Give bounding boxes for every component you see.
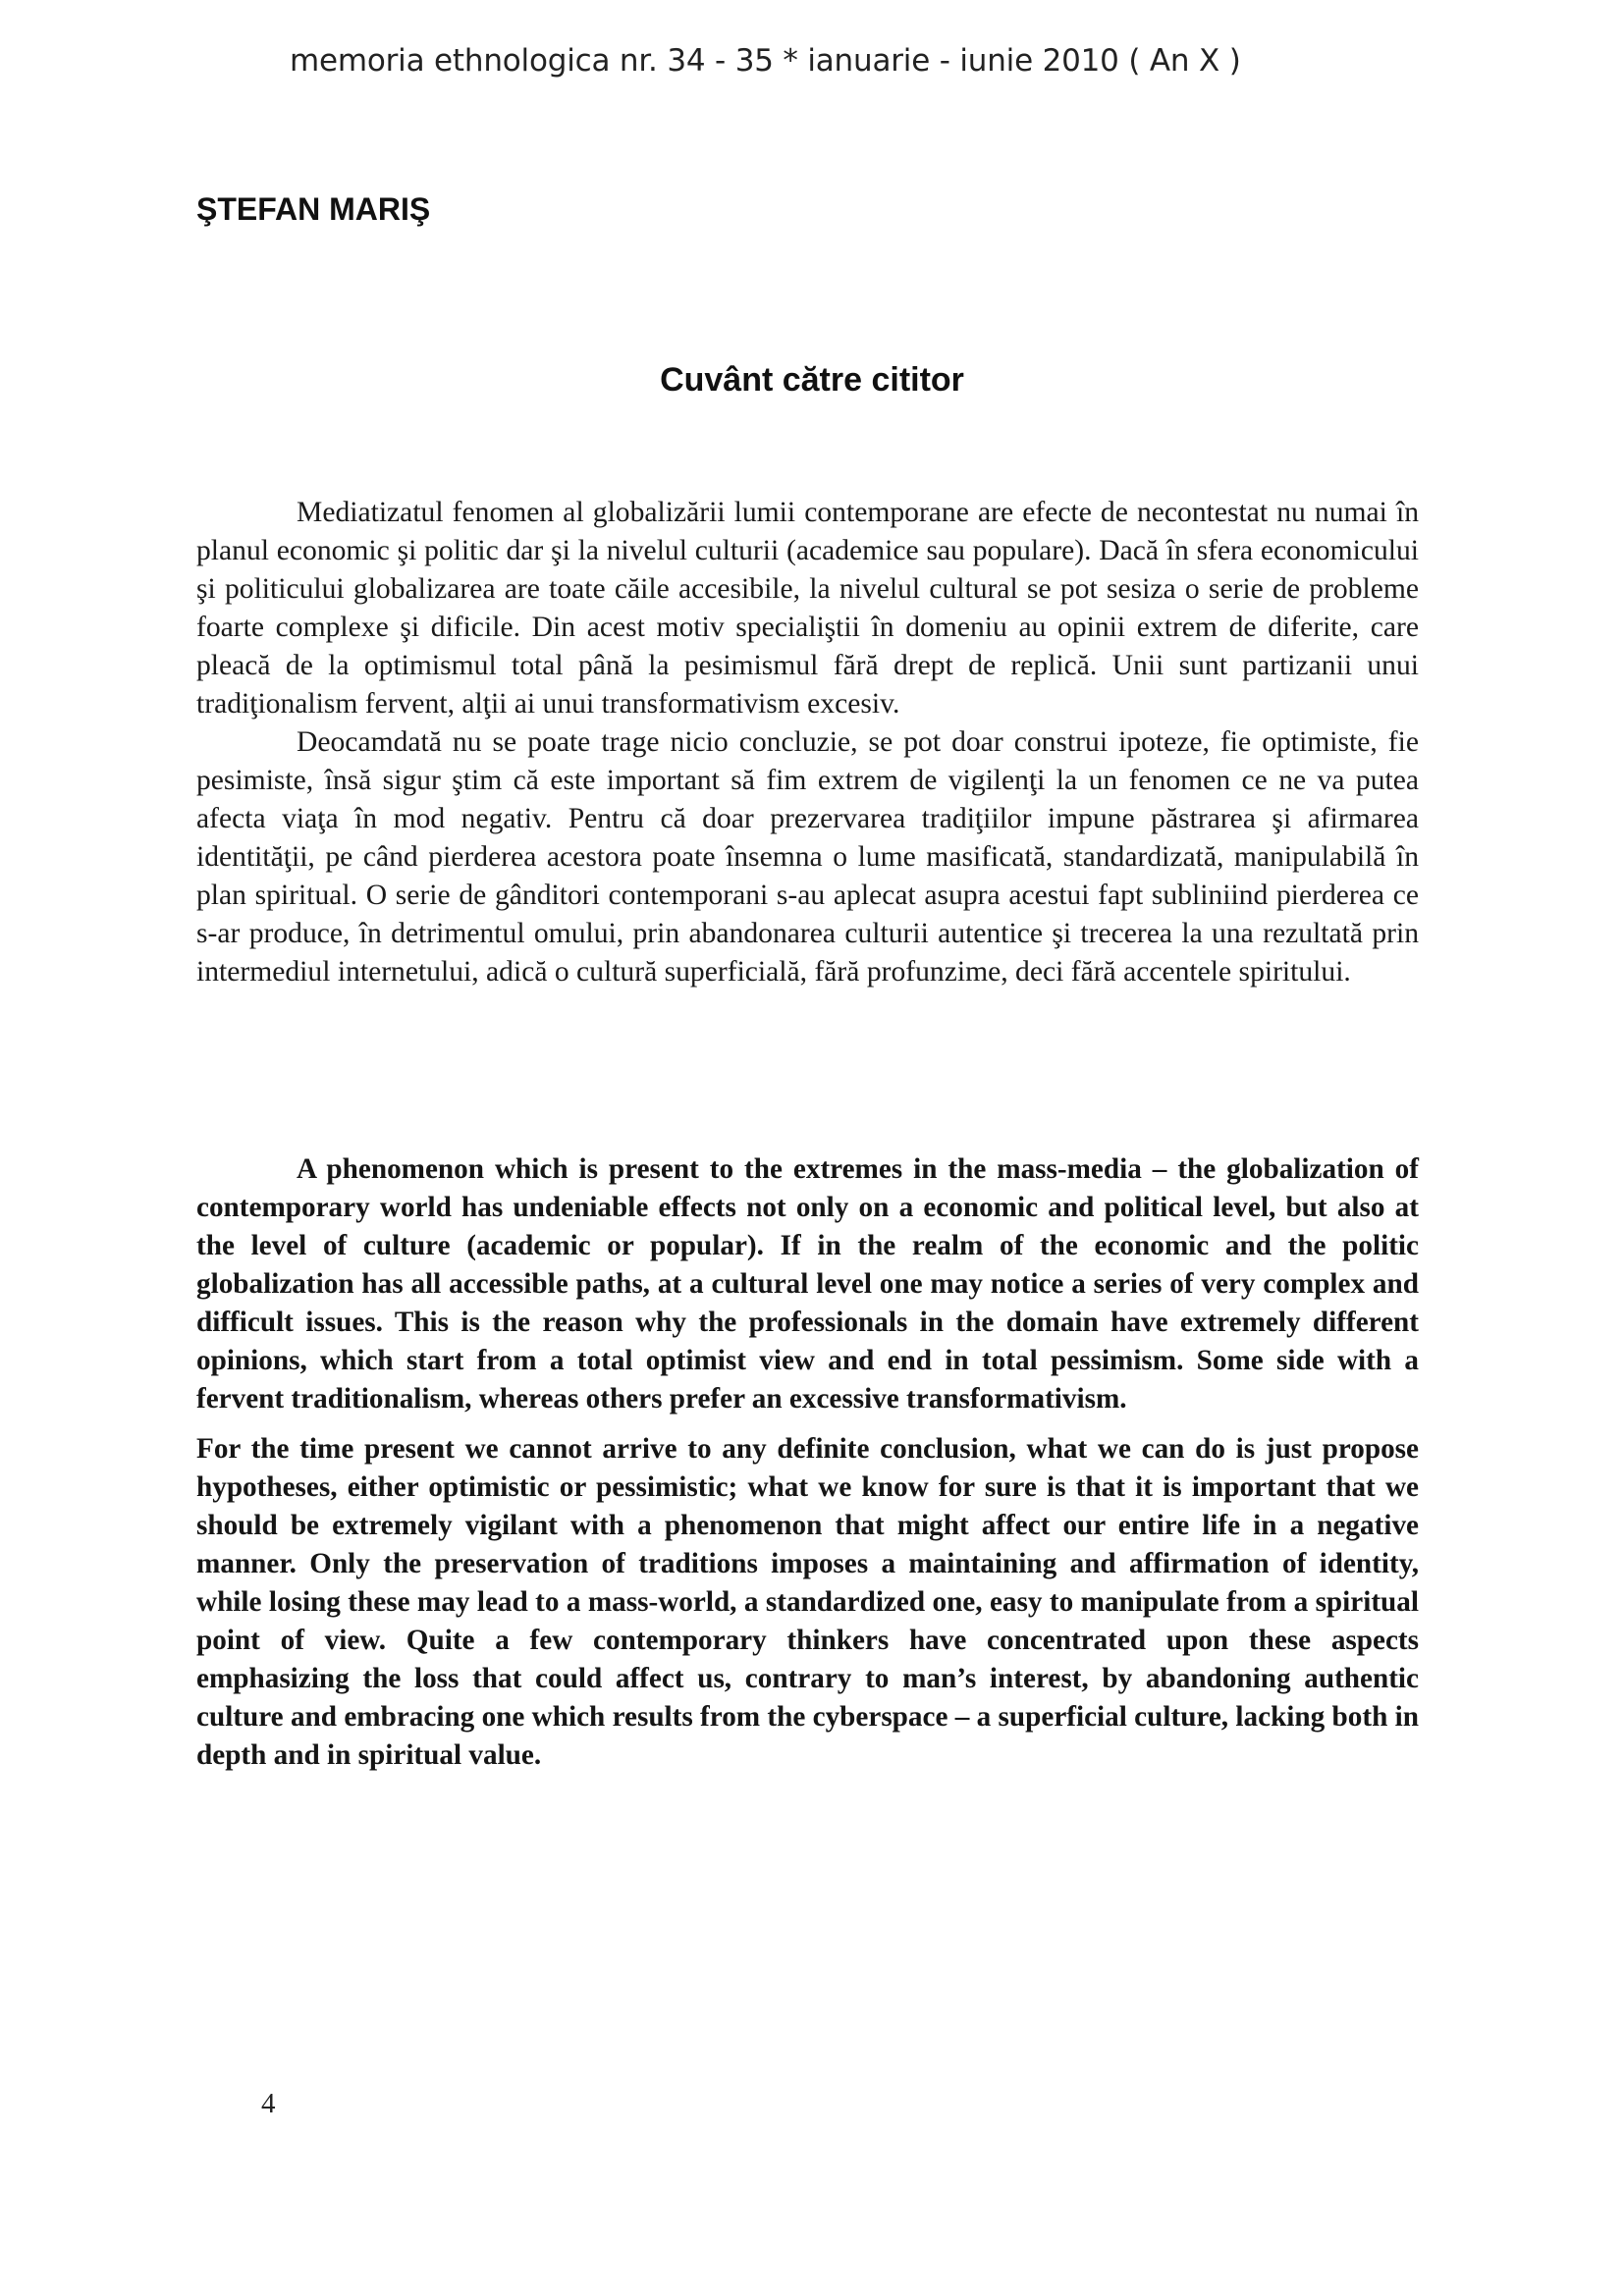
romanian-paragraph: Mediatizatul fenomen al globalizării lumii contemporane are efecte de necontestat nu numai în planul economic şi politic dar şi la nivelul culturii (academice sau populare). Dacă în sfera economicului şi politicului globalizarea are toate căile accesibile, la nivelul cultural se pot sesiza o serie de probleme foarte complexe şi dificile. Din acest motiv specialiştii în domeniu au opinii extrem de diferite, care pleacă de la optimismul total până la pesimismul fără drept de replică. Unii sunt partizanii unui tradiţionalism fervent, alţii ai unui transformativism excesiv. [196,497,1419,720]
romanian-paragraph: Deocamdată nu se poate trage nicio concluzie, se pot doar construi ipoteze, fie optimiste, fie pesimiste, însă sigur ştim că este important să fim extrem de vigilenţi la un fenomen ce ne va putea afecta viaţa în mod negativ. Pentru că doar prezervarea tradiţiilor impune păstrarea şi afirmarea identităţii, pe când pierderea acestora poate însemna o lume masificată, standardizată, manipulabilă în plan spiritual. O serie de gânditori contemporani s-au aplecat asupra acestui fapt subliniind pierderea ce s-ar produce, în detrimentul omului, prin abandonarea culturii autentice şi trecerea la una rezultată prin intermediul internetului, adică o cultură superficială, fără profunzime, deci fără accentele spiritului. [196,726,1419,988]
english-paragraph: For the time present we cannot arrive to any definite conclusion, what we can do is just propose hypotheses, either optimistic or pessimistic; what we know for sure is that it is important that we should be extremely vigilant with a phenomenon that might affect our entire life in a negative manner. Only the preservation of traditions imposes a maintaining and affirmation of identity, while losing these may lead to a mass-world, a standardized one, easy to manipulate from a spiritual point of view. Quite a few contemporary thinkers have concentrated upon these aspects emphasizing the loss that could affect us, contrary to man’s interest, by abandoning authentic culture and embracing one which results from the cyberspace – a superficial culture, lacking both in depth and in spiritual value. [196,1433,1419,1771]
article-title: Cuvânt către cititor [660,361,964,399]
english-paragraph: A phenomenon which is present to the extremes in the mass-media – the globalization of contemporary world has undeniable effects not only on a economic and political level, but also at the level of culture (academic or popular). If in the realm of the economic and the politic globalization has all accessible paths, at a cultural level one may notice a series of very complex and difficult issues. This is the reason why the professionals in the domain have extremely different opinions, which start from a total optimist view and end in total pessimism. Some side with a fervent traditionalism, whereas others prefer an excessive transformativism. [196,1153,1419,1415]
english-text-block [196,1150,1419,1775]
page-number: 4 [261,2088,276,2119]
author-name: ŞTEFAN MARIŞ [196,191,431,227]
romanian-text-block [196,494,1419,991]
running-header: memoria ethnologica nr. 34 - 35 * ianuarie - iunie 2010 ( An X ) [290,43,1241,79]
